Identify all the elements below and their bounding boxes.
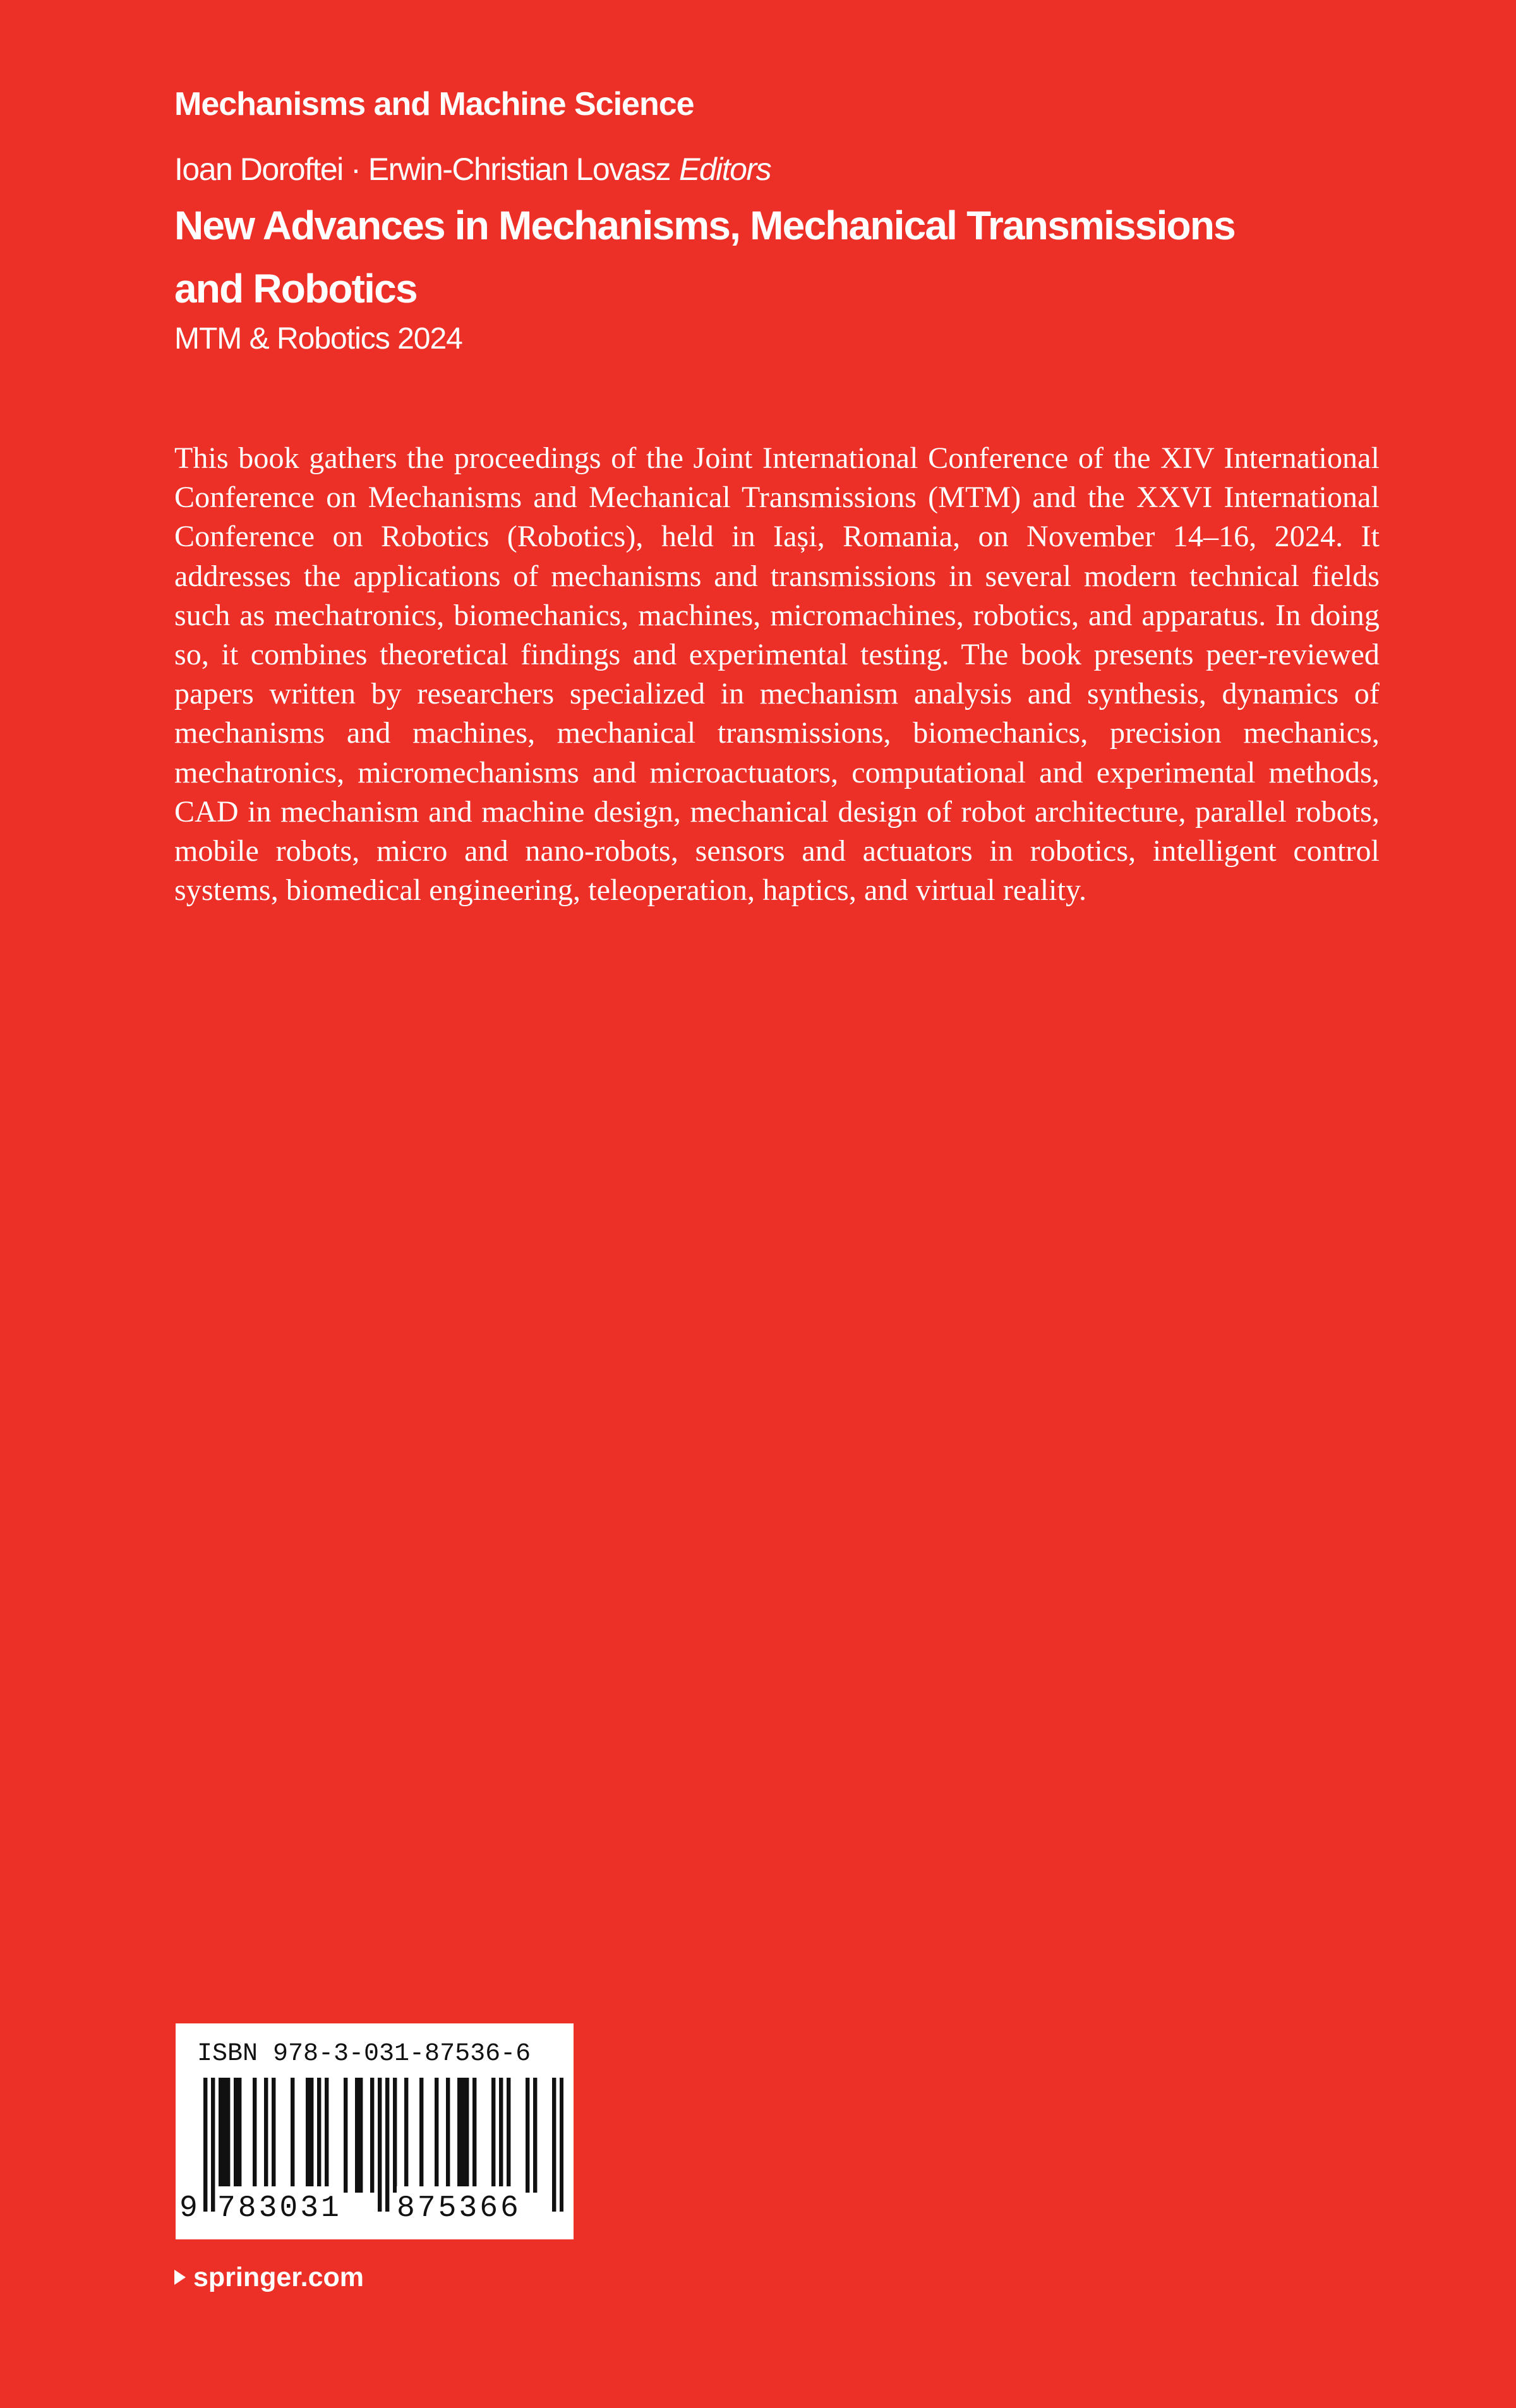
publisher-link[interactable]: [174, 2255, 364, 2299]
barcode-bar: [310, 2078, 313, 2193]
publisher-link-label: springer.com: [193, 2262, 364, 2292]
barcode-bar: [465, 2078, 469, 2193]
barcode-bar: [472, 2078, 476, 2193]
barcode-bar: [393, 2078, 397, 2193]
barcode-bar: [499, 2078, 503, 2193]
barcode-bar: [355, 2078, 359, 2193]
barcode-bar: [344, 2078, 347, 2193]
barcode-bar: [491, 2078, 495, 2193]
barcode-bar: [533, 2078, 537, 2193]
barcode-bar: [435, 2078, 438, 2193]
barcode-bar: [359, 2078, 363, 2193]
barcode-bar: [317, 2078, 321, 2193]
isbn-label: ISBN 978-3-031-87536-6: [197, 2040, 531, 2068]
editors-role: Editors: [679, 152, 771, 187]
barcode-bar: [370, 2078, 374, 2193]
barcode-bar: [306, 2078, 310, 2193]
barcode-digit-first: 9: [179, 2186, 198, 2231]
triangle-right-icon: [174, 2270, 186, 2285]
barcode-bar: [272, 2078, 275, 2193]
barcode-bar: [226, 2078, 230, 2193]
barcode-bar: [446, 2078, 450, 2193]
book-subtitle: MTM & Robotics 2024: [174, 322, 462, 356]
editor-names: Ioan Doroftei · Erwin-Christian Lovasz: [174, 152, 670, 187]
book-title: New Advances in Mechanisms, Mechanical Transmissions and Robotics: [174, 203, 1235, 311]
barcode-bar: [264, 2078, 268, 2193]
barcode-bar: [253, 2078, 256, 2193]
barcode-bar: [461, 2078, 465, 2193]
barcode-bar: [291, 2078, 294, 2193]
barcode-bar: [507, 2078, 510, 2193]
barcode-digits-left: 783031: [217, 2186, 342, 2231]
book-description: This book gathers the proceedings of the Joint International Conference of the XIV International Conference on Mechanisms and Mechanical Transmissions (MTM) and the XXVI International Conference on Robotics (Robotics), held in Iași, Romania, on November 14–16, 2024. It addresses the applications of mechanisms and transmissions in several modern technical fields such as mechatronics, biomechanics, machines, micromachines, robotics, and apparatus. In doing so, it combines theoretical findings and experimental testing. The book presents peer-reviewed papers written by researchers specialized in mechanism analysis and synthesis, dynamics of mechanisms and machines, mechanical transmissions, biomechanics, precision mechanics, mechatronics, micromechanisms and microactuators, computational and experimental methods, CAD in mechanism and machine design, mechanical design of robot architecture, parallel robots, mobile robots, micro and nano-robots, sensors and actuators in robotics, intelligent control systems, biomedical engineering, teleoperation, haptics, and virtual reality.: [174, 441, 1380, 907]
barcode-bar: [222, 2078, 226, 2193]
barcode-digits-right: 875366: [397, 2186, 521, 2231]
barcode-bar: [234, 2078, 238, 2193]
barcode-bar: [457, 2078, 461, 2193]
series-title: Mechanisms and Machine Science: [174, 86, 694, 123]
barcode-bar: [404, 2078, 408, 2193]
isbn-barcode: [176, 2023, 574, 2239]
barcode-bar: [238, 2078, 241, 2193]
barcode-bar: [419, 2078, 423, 2193]
barcode-bar: [526, 2078, 529, 2193]
barcode-bar: [219, 2078, 222, 2193]
barcode-digits: [176, 2186, 574, 2231]
barcode-bar: [325, 2078, 328, 2193]
editors-line: [174, 144, 771, 195]
